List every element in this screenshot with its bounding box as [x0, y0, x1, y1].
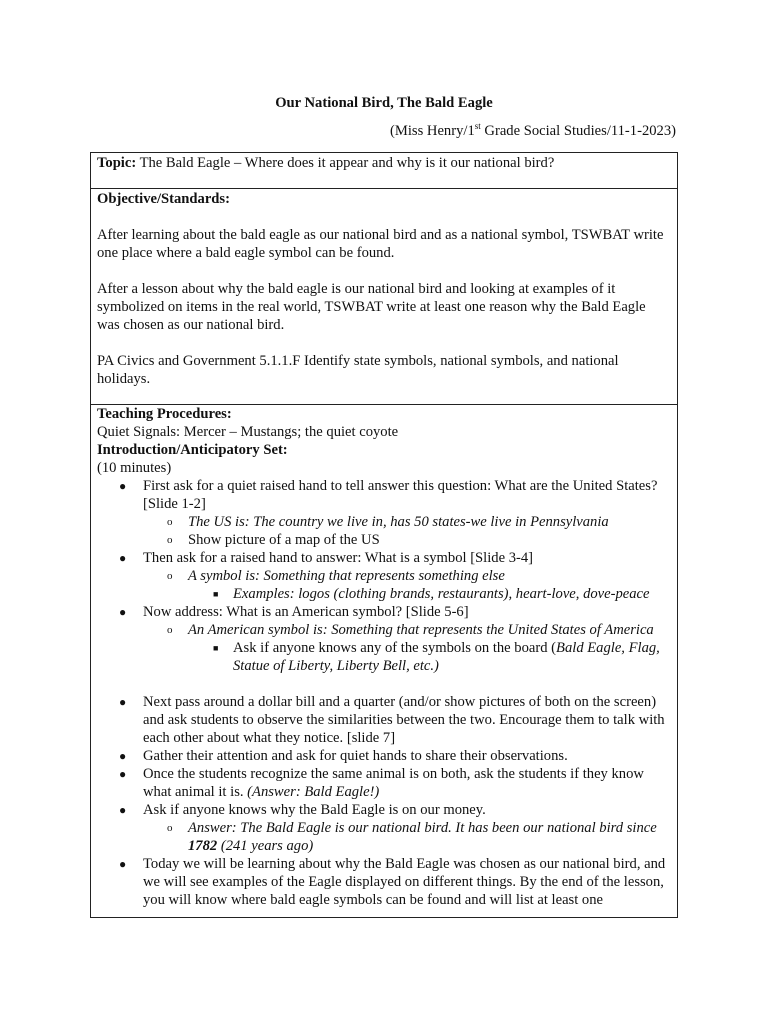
list-item-text: Examples: logos (clothing brands, restaurants), heart-love, dove-peace	[233, 586, 650, 602]
bullet-circle-icon: o	[167, 534, 173, 546]
bullet-dot-icon: ●	[119, 695, 127, 709]
bullet-dot-icon: ●	[119, 857, 127, 871]
list-item	[97, 855, 671, 909]
list-item	[97, 747, 671, 765]
list-item-text: First ask for a quiet raised hand to tell answer this question: What are the United States? [Slide 1-2]	[143, 478, 658, 512]
objective-paragraph-3: PA Civics and Government 5.1.1.F Identify state symbols, national symbols, and national holidays.	[97, 353, 619, 387]
quiet-signals-text: Quiet Signals: Mercer – Mustangs; the quiet coyote	[97, 424, 399, 440]
list-item-text: Answer: The Bald Eagle is our national bird. It has been our national bird since	[188, 820, 657, 836]
list-item-text: The US is: The country we live in, has 50 states-we live in Pennsylvania	[188, 514, 609, 530]
objective-row	[91, 189, 677, 405]
bullet-circle-icon: o	[167, 822, 173, 834]
list-item	[97, 585, 671, 603]
list-item-text: Then ask for a raised hand to answer: What is a symbol [Slide 3-4]	[143, 550, 534, 566]
bullet-dot-icon: ●	[119, 605, 127, 619]
list-item-text: Ask if anyone knows why the Bald Eagle is on our money.	[143, 802, 486, 818]
introduction-heading: Introduction/Anticipatory Set:	[97, 442, 288, 458]
list-item	[97, 549, 671, 567]
list-item-text: A symbol is: Something that represents something else	[188, 568, 505, 584]
list-item-text-italic: (Answer: Bald Eagle!)	[247, 784, 380, 800]
bullet-dot-icon: ●	[119, 803, 127, 817]
bullet-square-icon: ■	[213, 589, 219, 599]
list-item-text: Next pass around a dollar bill and a quarter (and/or show pictures of both on the screen) and ask students to observe the similarities between the two. Encourage them to talk with each other about what they notice. [slide 7]	[143, 694, 665, 746]
list-item	[97, 513, 671, 531]
list-item-text: Show picture of a map of the US	[188, 532, 380, 548]
bullet-circle-icon: o	[167, 570, 173, 582]
list-item	[97, 567, 671, 585]
topic-text: The Bald Eagle – Where does it appear and why is it our national bird?	[136, 155, 555, 171]
list-item-text-bold: 1782	[188, 838, 218, 854]
bullet-dot-icon: ●	[119, 479, 127, 493]
list-item	[97, 819, 671, 855]
objective-heading: Objective/Standards:	[97, 191, 230, 207]
procedures-row	[91, 405, 677, 909]
list-item	[97, 621, 671, 639]
list-item	[97, 801, 671, 819]
list-item-text: An American symbol is: Something that represents the United States of America	[188, 622, 654, 638]
list-item-text: Ask if anyone knows any of the symbols on the board (	[233, 640, 557, 656]
list-item	[97, 765, 671, 801]
subtitle-suffix: Grade Social Studies/11-1-2023)	[480, 123, 676, 139]
bullet-circle-icon: o	[167, 516, 173, 528]
bullet-circle-icon: o	[167, 624, 173, 636]
subtitle-prefix: (Miss Henry/1	[390, 123, 475, 139]
list-item	[97, 531, 671, 549]
subtitle-superscript: st	[474, 121, 481, 132]
lesson-plan-table	[90, 152, 678, 918]
topic-label: Topic:	[97, 155, 137, 171]
list-item-text-italic: Bald Eagle, Flag, Statue of Liberty, Liberty Bell, etc.)	[233, 640, 660, 674]
topic-row	[91, 153, 677, 189]
objective-paragraph-2: After a lesson about why the bald eagle is our national bird and looking at examples of it symbolized on items in the real world, TSWBAT write at least one reason why the Bald Eagle was chosen as our national bird.	[97, 281, 646, 333]
bullet-dot-icon: ●	[119, 749, 127, 763]
list-item	[97, 639, 671, 675]
list-item-text-tail: (241 years ago)	[217, 838, 314, 854]
list-item-text: Today we will be learning about why the Bald Eagle was chosen as our national bird, and we will see examples of the Eagle displayed on different things. By the end of the lesson, you will know where bald eagle symbols can be found and will list at least one	[143, 856, 666, 908]
bullet-square-icon: ■	[213, 643, 219, 653]
bullet-dot-icon: ●	[119, 551, 127, 565]
list-item	[97, 693, 671, 747]
list-item	[97, 603, 671, 621]
document-subtitle	[390, 122, 676, 140]
procedures-heading: Teaching Procedures:	[97, 406, 232, 422]
list-item-text: Once the students recognize the same animal is on both, ask the students if they know what animal it is.	[143, 766, 644, 800]
objective-paragraph-1: After learning about the bald eagle as our national bird and as a national symbol, TSWBAT write one place where a bald eagle symbol can be found.	[97, 227, 664, 261]
bullet-dot-icon: ●	[119, 767, 127, 781]
list-item-text: Now address: What is an American symbol? [Slide 5-6]	[143, 604, 469, 620]
document-title: Our National Bird, The Bald Eagle	[275, 95, 493, 111]
list-item	[97, 477, 671, 513]
list-item-text: Gather their attention and ask for quiet hands to share their observations.	[143, 748, 568, 764]
duration-text: (10 minutes)	[97, 460, 172, 476]
